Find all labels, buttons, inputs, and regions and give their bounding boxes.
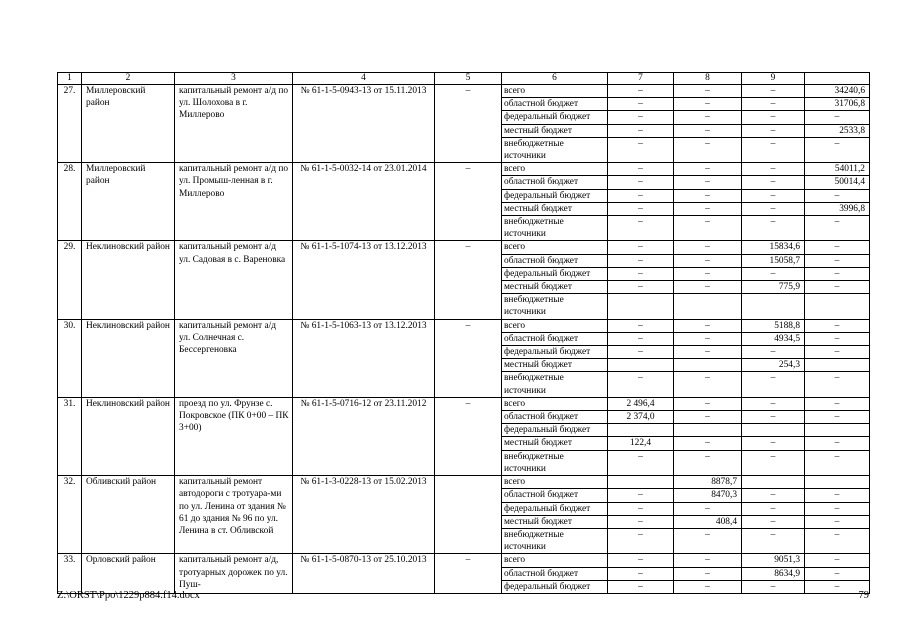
funding-source-cell: федеральный бюджет: [502, 111, 608, 124]
value-cell-c8: –: [674, 137, 742, 162]
value-cell-c10: –: [805, 580, 870, 593]
value-cell-c8: [674, 424, 742, 437]
table-row: [58, 85, 870, 98]
district-cell: Орловский район: [82, 554, 175, 594]
funding-source-cell: всего: [502, 85, 608, 98]
funding-table: [57, 72, 870, 594]
document-number-cell: № 61-1-5-1063-13 от 13.12.2013: [293, 319, 435, 397]
value-cell-c7: –: [608, 267, 674, 280]
value-cell-c8: 8470,3: [674, 489, 742, 502]
funding-source-cell: внебюджетные источники: [502, 528, 608, 553]
value-cell-c10: 2533,8: [805, 124, 870, 137]
value-cell-c7: –: [608, 216, 674, 241]
value-cell-c9: –: [742, 397, 805, 410]
funding-source-cell: внебюджетные источники: [502, 294, 608, 319]
value-cell-c9: –: [742, 189, 805, 202]
value-cell-c8: –: [674, 98, 742, 111]
footer-page-number: 79: [858, 590, 869, 601]
header-cell: 4: [293, 73, 435, 85]
value-cell-c10: 31706,8: [805, 98, 870, 111]
value-cell-c10: [805, 424, 870, 437]
value-cell-c9: 254,3: [742, 359, 805, 372]
value-cell-c8: –: [674, 528, 742, 553]
value-cell-c7: –: [608, 450, 674, 475]
value-cell-c7: –: [608, 554, 674, 567]
value-cell-c8: 408,4: [674, 515, 742, 528]
district-cell: Миллеровский район: [82, 163, 175, 241]
value-cell-c9: –: [742, 124, 805, 137]
col5-cell: –: [435, 163, 502, 241]
header-cell: 8: [674, 73, 742, 85]
value-cell-c9: –: [742, 580, 805, 593]
value-cell-c9: –: [742, 111, 805, 124]
value-cell-c10: 34240,6: [805, 85, 870, 98]
value-cell-c9: 8634,9: [742, 567, 805, 580]
funding-source-cell: местный бюджет: [502, 281, 608, 294]
funding-source-cell: местный бюджет: [502, 437, 608, 450]
value-cell-c8: –: [674, 580, 742, 593]
value-cell-c10: –: [805, 216, 870, 241]
value-cell-c7: [608, 424, 674, 437]
value-cell-c10: –: [805, 267, 870, 280]
value-cell-c8: –: [674, 241, 742, 254]
district-cell: Обливский район: [82, 476, 175, 554]
funding-source-cell: федеральный бюджет: [502, 189, 608, 202]
col5-cell: [435, 476, 502, 554]
value-cell-c9: –: [742, 216, 805, 241]
funding-source-cell: областной бюджет: [502, 489, 608, 502]
funding-source-cell: всего: [502, 241, 608, 254]
value-cell-c9: 4934,5: [742, 332, 805, 345]
value-cell-c8: –: [674, 319, 742, 332]
value-cell-c7: –: [608, 502, 674, 515]
district-cell: Неклиновский район: [82, 241, 175, 319]
value-cell-c9: –: [742, 528, 805, 553]
document-number-cell: № 61-1-5-0716-12 от 23.11.2012: [293, 397, 435, 475]
row-number: 32.: [58, 476, 82, 554]
value-cell-c9: –: [742, 450, 805, 475]
value-cell-c10: –: [805, 450, 870, 475]
work-description-cell: капитальный ремонт а/д, тротуарных дорожек по ул. Пуш-: [175, 554, 293, 594]
funding-source-cell: всего: [502, 319, 608, 332]
value-cell-c10: –: [805, 254, 870, 267]
funding-source-cell: областной бюджет: [502, 98, 608, 111]
value-cell-c8: –: [674, 332, 742, 345]
header-cell: 3: [175, 73, 293, 85]
value-cell-c7: –: [608, 515, 674, 528]
value-cell-c9: 9051,3: [742, 554, 805, 567]
value-cell-c9: 15834,6: [742, 241, 805, 254]
work-description-cell: капитальный ремонт а/д ул. Садовая в с. Вареновка: [175, 241, 293, 319]
value-cell-c8: –: [674, 267, 742, 280]
value-cell-c7: 122,4: [608, 437, 674, 450]
col5-cell: –: [435, 554, 502, 594]
value-cell-c10: –: [805, 332, 870, 345]
header-cell: 6: [502, 73, 608, 85]
table-row: [58, 319, 870, 332]
value-cell-c7: 2 374,0: [608, 411, 674, 424]
value-cell-c7: –: [608, 98, 674, 111]
row-number: 27.: [58, 85, 82, 163]
value-cell-c7: –: [608, 241, 674, 254]
value-cell-c9: –: [742, 515, 805, 528]
value-cell-c7: [608, 294, 674, 319]
value-cell-c8: –: [674, 202, 742, 215]
value-cell-c9: –: [742, 346, 805, 359]
value-cell-c7: [608, 359, 674, 372]
value-cell-c10: –: [805, 554, 870, 567]
value-cell-c9: –: [742, 137, 805, 162]
value-cell-c7: –: [608, 372, 674, 397]
value-cell-c10: –: [805, 528, 870, 553]
value-cell-c10: –: [805, 515, 870, 528]
work-description-cell: капитальный ремонт а/д ул. Солнечная с. Бессергеновка: [175, 319, 293, 397]
value-cell-c8: –: [674, 411, 742, 424]
value-cell-c9: –: [742, 489, 805, 502]
funding-source-cell: местный бюджет: [502, 359, 608, 372]
value-cell-c8: –: [674, 176, 742, 189]
funding-source-cell: внебюджетные источники: [502, 137, 608, 162]
value-cell-c7: –: [608, 489, 674, 502]
value-cell-c7: –: [608, 580, 674, 593]
value-cell-c7: [608, 476, 674, 489]
value-cell-c9: [742, 476, 805, 489]
funding-source-cell: всего: [502, 554, 608, 567]
value-cell-c7: 2 496,4: [608, 397, 674, 410]
value-cell-c9: 775,9: [742, 281, 805, 294]
value-cell-c10: 3996,8: [805, 202, 870, 215]
value-cell-c9: –: [742, 85, 805, 98]
row-number: 29.: [58, 241, 82, 319]
value-cell-c9: 15058,7: [742, 254, 805, 267]
value-cell-c7: –: [608, 85, 674, 98]
value-cell-c8: –: [674, 254, 742, 267]
table-body: [58, 85, 870, 594]
value-cell-c8: –: [674, 437, 742, 450]
col5-cell: –: [435, 241, 502, 319]
value-cell-c8: –: [674, 163, 742, 176]
row-number: 30.: [58, 319, 82, 397]
row-number: 31.: [58, 397, 82, 475]
value-cell-c10: 54011,2: [805, 163, 870, 176]
district-cell: Неклиновский район: [82, 397, 175, 475]
district-cell: Миллеровский район: [82, 85, 175, 163]
value-cell-c8: 8878,7: [674, 476, 742, 489]
value-cell-c10: –: [805, 189, 870, 202]
value-cell-c8: [674, 359, 742, 372]
value-cell-c8: –: [674, 554, 742, 567]
funding-source-cell: всего: [502, 163, 608, 176]
funding-source-cell: федеральный бюджет: [502, 580, 608, 593]
funding-source-cell: местный бюджет: [502, 515, 608, 528]
value-cell-c7: –: [608, 176, 674, 189]
funding-source-cell: областной бюджет: [502, 567, 608, 580]
value-cell-c10: –: [805, 372, 870, 397]
value-cell-c10: [805, 294, 870, 319]
col5-cell: –: [435, 85, 502, 163]
value-cell-c9: –: [742, 98, 805, 111]
value-cell-c7: –: [608, 346, 674, 359]
value-cell-c9: [742, 424, 805, 437]
value-cell-c9: 5188,8: [742, 319, 805, 332]
value-cell-c10: [805, 476, 870, 489]
document-number-cell: № 61-1-5-0032-14 от 23.01.2014: [293, 163, 435, 241]
value-cell-c10: –: [805, 567, 870, 580]
value-cell-c10: –: [805, 346, 870, 359]
value-cell-c7: –: [608, 281, 674, 294]
document-number-cell: № 61-1-5-0870-13 от 25.10.2013: [293, 554, 435, 594]
funding-source-cell: внебюджетные источники: [502, 450, 608, 475]
header-cell: 5: [435, 73, 502, 85]
funding-source-cell: областной бюджет: [502, 332, 608, 345]
value-cell-c9: –: [742, 437, 805, 450]
header-cell: 7: [608, 73, 674, 85]
value-cell-c7: –: [608, 567, 674, 580]
funding-source-cell: внебюджетные источники: [502, 216, 608, 241]
value-cell-c8: –: [674, 450, 742, 475]
value-cell-c7: –: [608, 163, 674, 176]
header-cell: 9: [742, 73, 805, 85]
value-cell-c10: –: [805, 437, 870, 450]
funding-source-cell: областной бюджет: [502, 254, 608, 267]
value-cell-c10: –: [805, 241, 870, 254]
document-number-cell: № 61-1-5-1074-13 от 13.12.2013: [293, 241, 435, 319]
table-row: [58, 554, 870, 567]
value-cell-c10: –: [805, 137, 870, 162]
value-cell-c8: –: [674, 189, 742, 202]
table-row: [58, 163, 870, 176]
funding-source-cell: федеральный бюджет: [502, 424, 608, 437]
value-cell-c7: –: [608, 528, 674, 553]
document-number-cell: № 61-1-3-0228-13 от 15.02.2013: [293, 476, 435, 554]
funding-source-cell: местный бюджет: [502, 202, 608, 215]
funding-source-cell: федеральный бюджет: [502, 267, 608, 280]
row-number: 33.: [58, 554, 82, 594]
funding-source-cell: областной бюджет: [502, 176, 608, 189]
funding-source-cell: областной бюджет: [502, 411, 608, 424]
value-cell-c9: –: [742, 411, 805, 424]
work-description-cell: капитальный ремонт автодороги с тротуара-ми по ул. Ленина от здания № 61 до здания № 96 по ул. Ленина в ст. Обливской: [175, 476, 293, 554]
value-cell-c8: –: [674, 502, 742, 515]
table-row: [58, 397, 870, 410]
value-cell-c7: –: [608, 111, 674, 124]
value-cell-c7: –: [608, 124, 674, 137]
value-cell-c10: [805, 359, 870, 372]
value-cell-c8: –: [674, 124, 742, 137]
value-cell-c9: –: [742, 163, 805, 176]
funding-source-cell: федеральный бюджет: [502, 346, 608, 359]
col5-cell: –: [435, 397, 502, 475]
value-cell-c10: –: [805, 502, 870, 515]
funding-source-cell: местный бюджет: [502, 124, 608, 137]
value-cell-c10: –: [805, 281, 870, 294]
value-cell-c8: –: [674, 346, 742, 359]
value-cell-c8: –: [674, 111, 742, 124]
value-cell-c8: –: [674, 397, 742, 410]
table-row: [58, 241, 870, 254]
value-cell-c9: –: [742, 372, 805, 397]
footer-file-path: Z:\ORST\Ppo\1229p884.f14.docx: [57, 590, 200, 601]
value-cell-c10: –: [805, 411, 870, 424]
value-cell-c9: [742, 294, 805, 319]
value-cell-c10: –: [805, 397, 870, 410]
value-cell-c10: –: [805, 489, 870, 502]
col5-cell: –: [435, 319, 502, 397]
value-cell-c9: –: [742, 176, 805, 189]
value-cell-c7: –: [608, 319, 674, 332]
value-cell-c8: –: [674, 567, 742, 580]
header-cell: [805, 73, 870, 85]
value-cell-c9: –: [742, 202, 805, 215]
value-cell-c9: –: [742, 502, 805, 515]
value-cell-c7: –: [608, 137, 674, 162]
funding-source-cell: всего: [502, 476, 608, 489]
value-cell-c7: –: [608, 254, 674, 267]
work-description-cell: капитальный ремонт а/д по ул. Шолохова в г. Миллерово: [175, 85, 293, 163]
header-row: [58, 73, 870, 85]
work-description-cell: проезд по ул. Фрунзе с. Покровское (ПК 0+00 – ПК 3+00): [175, 397, 293, 475]
value-cell-c7: –: [608, 189, 674, 202]
table-row: [58, 476, 870, 489]
value-cell-c7: –: [608, 202, 674, 215]
header-cell: 1: [58, 73, 82, 85]
value-cell-c10: –: [805, 319, 870, 332]
funding-source-cell: федеральный бюджет: [502, 502, 608, 515]
value-cell-c8: –: [674, 216, 742, 241]
funding-source-cell: внебюджетные источники: [502, 372, 608, 397]
value-cell-c8: [674, 294, 742, 319]
value-cell-c9: –: [742, 267, 805, 280]
row-number: 28.: [58, 163, 82, 241]
work-description-cell: капитальный ремонт а/д по ул. Промыш-ленная в г. Миллерово: [175, 163, 293, 241]
value-cell-c8: –: [674, 372, 742, 397]
district-cell: Неклиновский район: [82, 319, 175, 397]
value-cell-c8: –: [674, 85, 742, 98]
value-cell-c8: –: [674, 281, 742, 294]
header-cell: 2: [82, 73, 175, 85]
funding-source-cell: всего: [502, 397, 608, 410]
value-cell-c10: –: [805, 111, 870, 124]
document-number-cell: № 61-1-5-0943-13 от 15.11.2013: [293, 85, 435, 163]
value-cell-c7: –: [608, 332, 674, 345]
value-cell-c10: 50014,4: [805, 176, 870, 189]
